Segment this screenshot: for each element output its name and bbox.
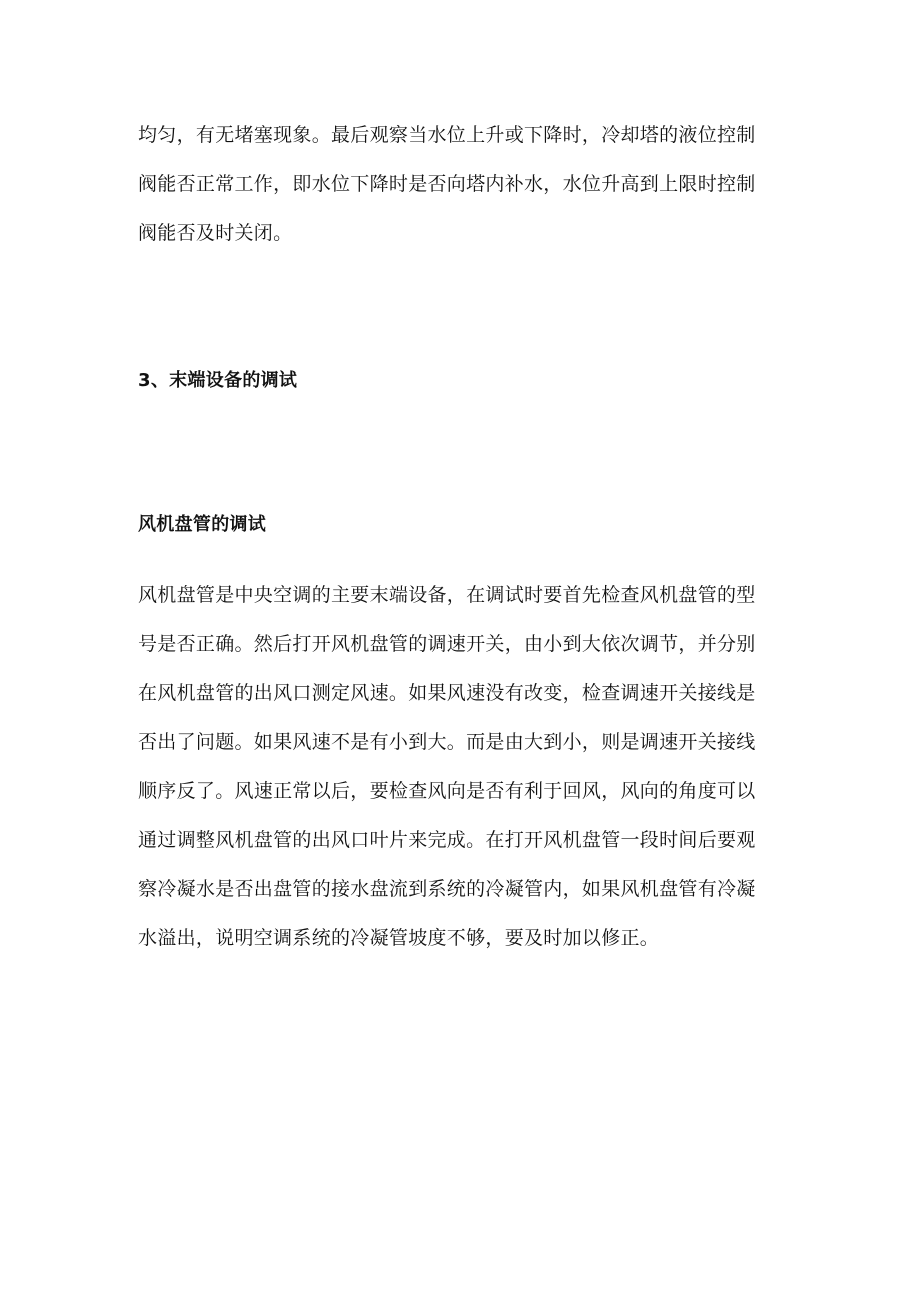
paragraph-line: 阀能否正常工作，即水位下降时是否向塔内补水，水位升高到上限时控制 xyxy=(138,173,756,195)
paragraph-line: 风机盘管是中央空调的主要末端设备，在调试时要首先检查风机盘管的型 xyxy=(138,584,756,606)
paragraph-line: 顺序反了。风速正常以后，要检查风向是否有利于回风，风向的角度可以 xyxy=(138,780,756,802)
paragraph-line: 水溢出，说明空调系统的冷凝管坡度不够，要及时加以修正。 xyxy=(138,927,660,949)
paragraph-line: 否出了问题。如果风速不是有小到大。而是由大到小，则是调速开关接线 xyxy=(138,731,756,753)
paragraph-line: 通过调整风机盘管的出风口叶片来完成。在打开风机盘管一段时间后要观 xyxy=(138,829,756,851)
paragraph-line: 在风机盘管的出风口测定风速。如果风速没有改变，检查调速开关接线是 xyxy=(138,682,756,704)
paragraph-line: 阀能否及时关闭。 xyxy=(138,222,293,244)
paragraph-line: 号是否正确。然后打开风机盘管的调速开关，由小到大依次调节，并分别 xyxy=(138,633,756,655)
paragraph-line: 察冷凝水是否出盘管的接水盘流到系统的冷凝管内，如果风机盘管有冷凝 xyxy=(138,878,756,900)
subsection-heading: 风机盘管的调试 xyxy=(138,514,267,535)
paragraph-line: 均匀，有无堵塞现象。最后观察当水位上升或下降时，冷却塔的液位控制 xyxy=(138,124,756,146)
section-heading: 3、末端设备的调试 xyxy=(138,370,298,391)
